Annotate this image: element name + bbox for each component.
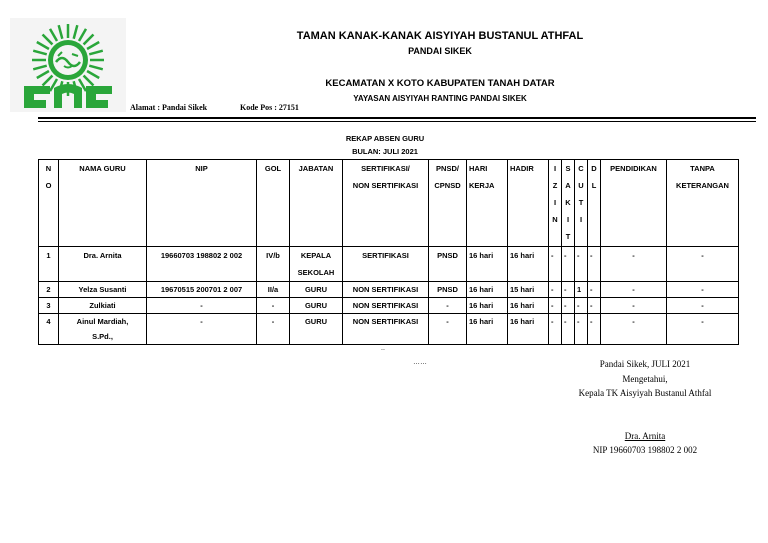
cell-gol-text: - (271, 317, 275, 326)
signature-place-date: Pandai Sikek, JULI 2021 (599, 359, 691, 369)
cell-izin-text: - (551, 317, 554, 326)
cell-hari-kerja (467, 314, 508, 345)
cell-pendidikan-text: - (632, 285, 635, 294)
cell-hari-kerja-text: 16 hari (469, 285, 494, 294)
cell-pendidikan (601, 247, 667, 282)
cell-pendidikan-text: - (632, 251, 635, 260)
header-cuti-text: I (579, 215, 583, 224)
cell-name-text: S.Pd., (92, 332, 113, 341)
cell-cuti-text: - (577, 301, 580, 310)
cell-tanpa-keterangan-text: - (701, 251, 704, 260)
cell-jabatan (290, 298, 343, 314)
cell-no-text: 1 (46, 251, 51, 260)
table-row (39, 314, 739, 345)
cell-hadir-text: 15 hari (510, 285, 535, 294)
cell-pnsd-text: PNSD (437, 251, 458, 260)
cell-pnsd (429, 247, 467, 282)
cell-no (39, 298, 59, 314)
cell-izin (549, 282, 562, 298)
cell-pnsd-text: PNSD (437, 285, 458, 294)
signature-role: Kepala TK Aisyiyah Bustanul Athfal (578, 388, 712, 398)
cell-pnsd (429, 298, 467, 314)
dots-mark-left: …… (413, 359, 427, 366)
cell-tanpa-keterangan (667, 247, 739, 282)
cell-name-text: Zulkiati (89, 301, 116, 310)
cell-gol-text: II/a (267, 285, 279, 294)
cell-nip-text: - (200, 317, 203, 326)
cell-sakit-text: - (564, 317, 567, 326)
cell-no-text: 2 (46, 285, 51, 294)
header-name (59, 160, 147, 247)
cell-sertifikasi (343, 282, 429, 298)
header-cuti-text: T (578, 198, 584, 207)
cell-sertifikasi-text: SERTIFIKASI (362, 251, 409, 260)
cell-gol-text: - (271, 301, 275, 310)
postal-code-text: Kode Pos : 27151 (240, 103, 299, 112)
cell-pnsd (429, 282, 467, 298)
cell-pendidikan-text: - (632, 317, 635, 326)
cell-no (39, 282, 59, 298)
cell-pnsd (429, 314, 467, 345)
header-sakit-text: T (565, 232, 571, 241)
header-izin (549, 160, 562, 247)
cell-sakit (562, 314, 575, 345)
cell-nip (147, 282, 257, 298)
school-location: PANDAI SIKEK (408, 46, 472, 56)
cell-jabatan (290, 247, 343, 282)
header-pendidikan (601, 160, 667, 247)
cell-dl (588, 282, 601, 298)
cell-dl (588, 298, 601, 314)
cell-hadir-text: 16 hari (510, 301, 535, 310)
cell-name (59, 282, 147, 298)
cell-no-text: 3 (46, 301, 51, 310)
cell-hari-kerja-text: 16 hari (469, 301, 494, 310)
cell-hari-kerja-text: 16 hari (469, 251, 494, 260)
cell-pnsd-text: - (446, 301, 449, 310)
cell-cuti (575, 298, 588, 314)
header-pnsd-text: CPNSD (434, 181, 461, 190)
cell-dl (588, 314, 601, 345)
cell-sertifikasi (343, 247, 429, 282)
dots-mark-center: .. (381, 345, 385, 352)
aisyiyah-sun-logo-icon (10, 18, 126, 112)
cell-pendidikan-text: - (632, 301, 635, 310)
cell-nip-text: - (200, 301, 203, 310)
cell-jabatan (290, 282, 343, 298)
header-dl-text: D (591, 164, 597, 173)
cell-dl (588, 247, 601, 282)
header-no-text: O (45, 181, 52, 190)
foundation-line: YAYASAN AISYIYAH RANTING PANDAI SIKEK (353, 94, 527, 103)
cell-hadir (508, 314, 549, 345)
header-cuti-text: U (578, 181, 584, 190)
cell-gol (257, 247, 290, 282)
cell-jabatan-text: GURU (304, 285, 328, 294)
cell-name (59, 314, 147, 345)
header-dl (588, 160, 601, 247)
header-gol-text: GOL (264, 164, 282, 173)
header-sakit-text: S (565, 164, 571, 173)
header-dl-text: L (591, 181, 597, 190)
header-divider-thick (38, 117, 756, 119)
header-tanpa-keterangan-text: TANPA (690, 164, 715, 173)
cell-gol (257, 298, 290, 314)
cell-dl-text: - (590, 251, 593, 260)
table-row (39, 247, 739, 282)
cell-izin (549, 247, 562, 282)
cell-jabatan-text: KEPALA (300, 251, 332, 260)
cell-sakit-text: - (564, 251, 567, 260)
address-text: Alamat : Pandai Sikek (130, 103, 208, 112)
cell-sakit-text: - (564, 285, 567, 294)
header-pnsd (429, 160, 467, 247)
header-izin-text: I (553, 198, 557, 207)
header-nip-text: NIP (195, 164, 208, 173)
header-izin-text: Z (552, 181, 558, 190)
cell-no-text: 4 (46, 317, 51, 326)
table-header-row (39, 160, 739, 247)
cell-name (59, 298, 147, 314)
cell-tanpa-keterangan-text: - (701, 317, 704, 326)
cell-hadir (508, 282, 549, 298)
header-pnsd-text: PNSD/ (436, 164, 459, 173)
cell-izin (549, 314, 562, 345)
cell-cuti (575, 247, 588, 282)
cell-tanpa-keterangan-text: - (701, 285, 704, 294)
district-line: KECAMATAN X KOTO KABUPATEN TANAH DATAR (325, 78, 555, 89)
cell-dl-text: - (590, 301, 593, 310)
header-jabatan-text: JABATAN (298, 164, 334, 173)
cell-hari-kerja (467, 247, 508, 282)
cell-izin-text: - (551, 251, 554, 260)
school-logo (10, 18, 126, 112)
cell-izin-text: - (551, 301, 554, 310)
header-no (39, 160, 59, 247)
header-hadir-text: HADIR (510, 164, 534, 173)
cell-pendidikan (601, 282, 667, 298)
header-name-text: NAMA GURU (79, 164, 126, 173)
cell-sertifikasi-text: NON SERTIFIKASI (352, 285, 419, 294)
cell-hari-kerja (467, 298, 508, 314)
cell-hadir (508, 298, 549, 314)
cell-gol-text: IV/b (266, 251, 280, 260)
cell-sertifikasi-text: NON SERTIFIKASI (352, 301, 419, 310)
cell-tanpa-keterangan (667, 298, 739, 314)
cell-pnsd-text: - (446, 317, 449, 326)
cell-dl-text: - (590, 285, 593, 294)
cell-izin-text: - (551, 285, 554, 294)
school-name: TAMAN KANAK-KANAK AISYIYAH BUSTANUL ATHFAL (296, 30, 584, 42)
header-divider-thin (38, 121, 756, 122)
cell-sertifikasi (343, 314, 429, 345)
header-sertifikasi (343, 160, 429, 247)
cell-cuti (575, 314, 588, 345)
header-cuti-text: C (578, 164, 584, 173)
cell-pendidikan (601, 314, 667, 345)
header-sertifikasi-text: SERTIFIKASI/ (361, 164, 410, 173)
header-cuti (575, 160, 588, 247)
cell-name-text: Ainul Mardiah, (76, 317, 129, 326)
cell-name-text: Dra. Arnita (83, 251, 122, 260)
cell-sakit (562, 298, 575, 314)
header-nip (147, 160, 257, 247)
cell-nip-text: 19670515 200701 2 007 (160, 285, 243, 294)
cell-tanpa-keterangan-text: - (701, 301, 704, 310)
cell-jabatan (290, 314, 343, 345)
cell-sakit (562, 247, 575, 282)
header-hari-kerja-text: KERJA (469, 181, 495, 190)
cell-hari-kerja-text: 16 hari (469, 317, 494, 326)
header-izin-text: N (552, 215, 558, 224)
header-hari-kerja (467, 160, 508, 247)
cell-cuti (575, 282, 588, 298)
signature-name: Dra. Arnita (624, 431, 666, 441)
header-tanpa-keterangan-text: KETERANGAN (676, 181, 729, 190)
cell-cuti-text: 1 (577, 285, 582, 294)
cell-izin (549, 298, 562, 314)
cell-dl-text: - (590, 317, 593, 326)
header-sakit-text: A (565, 181, 571, 190)
cell-no (39, 314, 59, 345)
cell-cuti-text: - (577, 251, 580, 260)
header-gol (257, 160, 290, 247)
cell-name-text: Yelza Susanti (78, 285, 127, 294)
cell-gol (257, 314, 290, 345)
cell-sertifikasi-text: NON SERTIFIKASI (352, 317, 419, 326)
cell-cuti-text: - (577, 317, 580, 326)
cell-hari-kerja (467, 282, 508, 298)
header-hari-kerja-text: HARI (469, 164, 488, 173)
attendance-table (38, 159, 739, 345)
table-row (39, 282, 739, 298)
cell-pendidikan (601, 298, 667, 314)
cell-nip-text: 19660703 198802 2 002 (160, 251, 243, 260)
cell-hadir (508, 247, 549, 282)
cell-hadir-text: 16 hari (510, 317, 535, 326)
report-title: REKAP ABSEN GURU (345, 134, 425, 143)
header-hadir (508, 160, 549, 247)
cell-no (39, 247, 59, 282)
report-month: BULAN: JULI 2021 (352, 147, 418, 156)
cell-jabatan-text: GURU (304, 301, 328, 310)
table-row (39, 298, 739, 314)
header-sertifikasi-text: NON SERTIFIKASI (352, 181, 419, 190)
cell-sakit-text: - (564, 301, 567, 310)
signature-acknowledged: Mengetahui, (622, 374, 668, 384)
cell-hadir-text: 16 hari (510, 251, 535, 260)
header-sakit-text: K (565, 198, 571, 207)
signature-nip: NIP 19660703 198802 2 002 (592, 445, 698, 455)
cell-name (59, 247, 147, 282)
header-izin-text: I (553, 164, 557, 173)
cell-sakit (562, 282, 575, 298)
header-sakit (562, 160, 575, 247)
cell-sertifikasi (343, 298, 429, 314)
cell-jabatan-text: SEKOLAH (297, 268, 335, 277)
cell-nip (147, 247, 257, 282)
header-sakit-text: I (566, 215, 570, 224)
cell-gol (257, 282, 290, 298)
header-tanpa-keterangan (667, 160, 739, 247)
header-jabatan (290, 160, 343, 247)
header-no-text: N (45, 164, 52, 173)
cell-tanpa-keterangan (667, 282, 739, 298)
header-pendidikan-text: PENDIDIKAN (610, 164, 657, 173)
cell-nip (147, 314, 257, 345)
cell-nip (147, 298, 257, 314)
cell-jabatan-text: GURU (304, 317, 328, 326)
cell-tanpa-keterangan (667, 314, 739, 345)
